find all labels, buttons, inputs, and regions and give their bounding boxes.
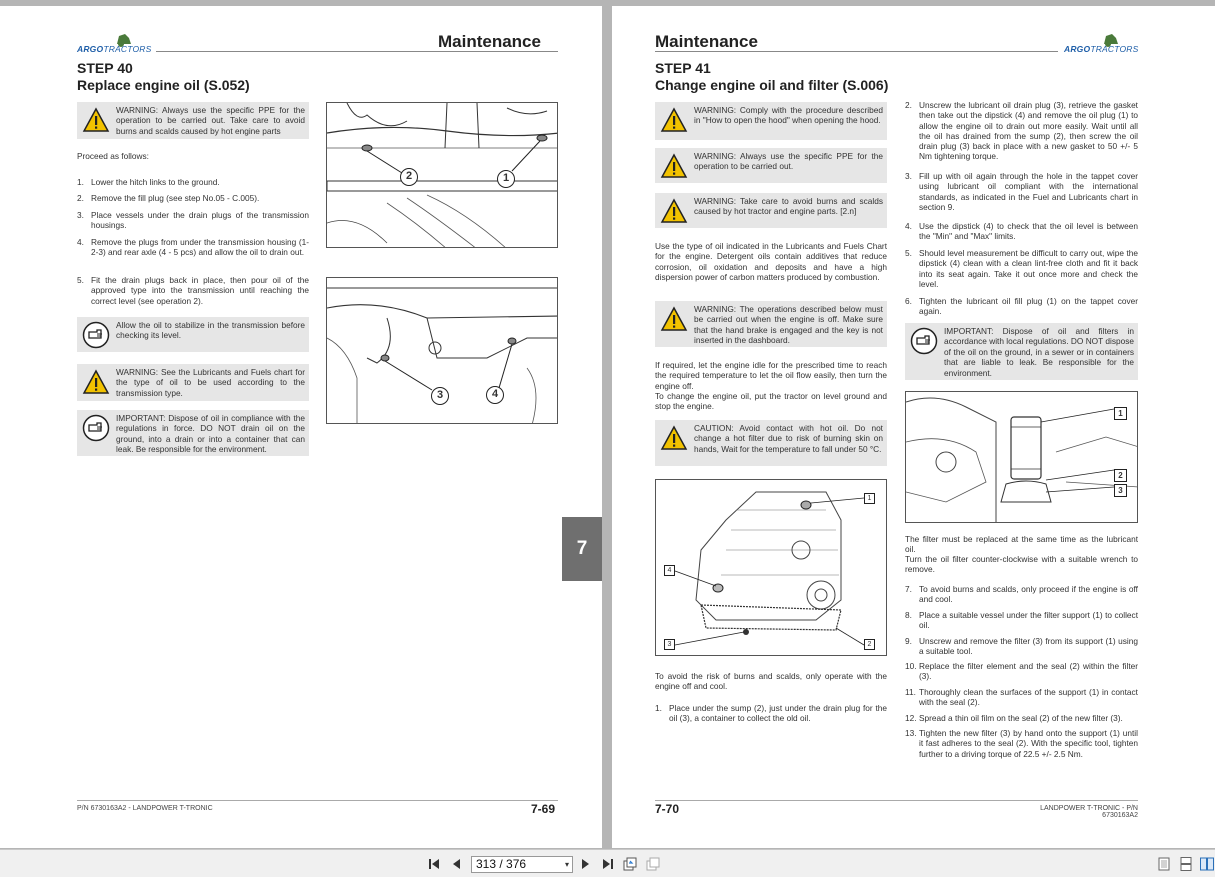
list-item-number: 6. xyxy=(905,296,912,306)
list-item-text: Replace the filter element and the seal (2) within the filter (3). xyxy=(919,661,1138,682)
list-item xyxy=(905,661,1138,682)
list-item-number: 8. xyxy=(905,610,912,620)
last-page-icon[interactable] xyxy=(601,857,615,871)
list-item xyxy=(77,275,309,306)
list-item-text: Should level measurement be difficult to carry out, wipe the dipstick (4) clean with a clean lint-free cloth and fit it back into its seat again. Take it out once more and check the level. xyxy=(919,248,1138,289)
step-number: STEP 41 xyxy=(655,60,711,76)
section-title: Maintenance xyxy=(438,32,541,51)
warning-triangle-icon xyxy=(81,105,111,135)
list-item-text: Remove the plugs from under the transmission housing (1-2-3) and rear axle (4 - 5 pcs) and allow the oil to drain out. xyxy=(91,237,309,258)
list-item-number: 10. xyxy=(905,661,917,671)
two-page-view-icon[interactable] xyxy=(1200,857,1214,871)
footer-rule xyxy=(655,800,1138,801)
important-box xyxy=(905,323,1138,380)
list-item-number: 4. xyxy=(77,237,84,247)
list-item-number: 1. xyxy=(655,703,662,713)
callout-3: 3 xyxy=(431,387,449,405)
warning-triangle-icon xyxy=(659,105,689,135)
figure-engine-drain xyxy=(655,479,887,656)
callout-2: 2 xyxy=(1114,469,1127,482)
list-item xyxy=(905,296,1138,317)
list-item-number: 2. xyxy=(905,100,912,110)
body-text: Use the type of oil indicated in the Lubricants and Fuels Chart for the engine. Detergent oils contain additives that reduce corrosion, oil oxidation and deposits and have a high dispersion power of carbon matters produced by combustion. xyxy=(655,241,887,282)
list-item-number: 5. xyxy=(905,248,912,258)
list-item-text: Tighten the lubricant oil fill plug (1) on the tappet cover again. xyxy=(919,296,1138,317)
warning-triangle-icon xyxy=(659,423,689,453)
warning-box xyxy=(655,193,887,228)
callout-2: 2 xyxy=(864,639,875,650)
warning-box xyxy=(77,102,309,139)
figure-transmission-drain-plugs-1 xyxy=(326,102,558,248)
list-item-text: Use the dipstick (4) to check that the oil level is between the "Min" and "Max" limits. xyxy=(919,221,1138,242)
list-item-number: 9. xyxy=(905,636,912,646)
hand-pointing-icon xyxy=(81,413,111,443)
list-item-text: Tighten the new filter (3) by hand onto the support (1) until it fast adheres to the seal (2). With the specific tool, tighten further to a driving torque of 22.5 +/- 2.5 Nm. xyxy=(919,728,1138,759)
warning-triangle-icon xyxy=(659,304,689,334)
list-item xyxy=(905,687,1138,708)
chevron-down-icon: ▾ xyxy=(564,860,569,869)
header-rule xyxy=(655,51,1058,52)
body-text: Turn the oil filter counter-clockwise with a suitable wrench to remove. xyxy=(905,554,1138,575)
go-forward-view-icon[interactable] xyxy=(646,857,660,871)
list-item xyxy=(905,248,1138,289)
warning-box xyxy=(655,301,887,347)
body-text: The filter must be replaced at the same time as the lubricant oil. xyxy=(905,534,1138,555)
list-item xyxy=(77,210,309,231)
callout-3: 3 xyxy=(664,639,675,650)
warning-triangle-icon xyxy=(659,151,689,181)
footer-part-number: LANDPOWER T-TRONIC - P/N 6730163A2 xyxy=(1040,805,1138,819)
list-item-text: Place under the sump (2), just under the drain plug for the oil (3), a container to collect the old oil. xyxy=(669,703,887,724)
step-title: Replace engine oil (S.052) xyxy=(77,77,250,93)
step-number: STEP 40 xyxy=(77,60,133,76)
viewer-toolbar xyxy=(0,849,1215,877)
list-item-text: Fill up with oil again through the hole in the tappet cover using lubricant oil compliant with the international standards, as indicated in the Fuel and Lubricants chart in section 9. xyxy=(919,171,1138,212)
list-item-text: Spread a thin oil film on the seal (2) of the new filter (3). xyxy=(919,713,1123,723)
list-item xyxy=(905,636,1138,657)
warning-text: WARNING: Comply with the procedure described in "How to open the hood" when opening the hood. xyxy=(694,105,883,126)
list-item-number: 11. xyxy=(905,687,916,697)
note-box xyxy=(77,317,309,352)
list-item-text: Unscrew the lubricant oil drain plug (3), retrieve the gasket then take out the dipstick (4) and remove the oil plug (1) to allow the engine oil to drain out more easily. Wait until all the oil has drained from the sump (2), then screw the oil drain plug (3) back in place with a new gasket to 50 +/- 5 Nm tightening torque. xyxy=(919,100,1138,162)
page-selector[interactable] xyxy=(471,856,573,873)
footer-part-number: P/N 6730163A2 - LANDPOWER T-TRONIC xyxy=(77,805,213,812)
figure-oil-filter xyxy=(905,391,1138,523)
callout-1: 1 xyxy=(497,170,515,188)
warning-triangle-icon xyxy=(659,196,689,226)
list-item xyxy=(77,177,309,187)
body-text: If required, let the engine idle for the prescribed time to reach the required temperature to let the oil flow easily, then turn the engine off. xyxy=(655,360,887,391)
warning-text: WARNING: See the Lubricants and Fuels chart for the type of oil to be used according to the transmission type. xyxy=(116,367,305,398)
right-page: Maintenance ARGOTRACTORS STEP 41 Change engine oil and filter (S.006) WARNING: Comply with the procedure described in "How to open the hood" when opening the hood. WARNING: Always use the specific PPE for the operation to be carried out. WARNING: Take care to avoid burns and scalds caused by hot tractor and engine parts. [2.n] Use the type of oil indicated in the Lubricants and Fuels Chart for the engine. Detergent oils contain additives that reduce corrosion, oil oxidation and deposits and have a high dispersion power of carbon matters produced by combustion. WARNING: The operations described below must be carried out when the engine is off. Make sure that the hand brake is engaged and the key is not inserted in the dashboard. If required, let the engine idle for the prescribed time to reach the required temperature to let the oil flow easily, then turn the engine off. To change the engine oil, put the tractor on level ground and stop the engine. CAUTION: Avoid contact with hot oil. Do not change a hot filter due to risk of burning skin on hands, Wait for the temperature to fall under 50 °C. 1 4 3 2 To avoid the risk of burns and scalds, only operate with the engine off and cool. 1. Place under the sump (2), just under the drain plug for the oil (3), a container to collect the old oil. 2. Unscrew the lubricant oil drain plug (3), retrieve the gasket then take out the dipstick (4) and remove the oil plug (1) to allow the engine oil to drain out more easily. Wait until all the oil has drained from the sump (2), then screw the oil drain plug (3) back in place with a new gasket to 50 +/- 5 Nm tightening torque. 3. Fill up with oil again through the hole in the tappet cover using lubricant oil compliant with the international standards, as indicated in the Fuel and Lubricants chart in section 9. 4. Use the dipstick (4) to check that the oil level is between the "Min" and "Max" limits. 5. Should level measurement be difficult to carry out, wipe the dipstick (4) clean with a clean lint-free cloth and fit it back into its seat again. Take it out once more and check the level. 6. Tighten the lubricant oil fill plug (1) on the tappet cover again. IMPORTANT: Dispose of oil and filters in accordance with local regulations. DO NOT dispose of the oil on the ground, in a sewer or in containers that are liable to leak. Be responsible for the environment. 1 2 3 The filter must be replaced at the same time as the lubricant oil. Turn the oil filter counter-clockwise with a suitable wrench to remove. 7. To avoid burns and scalds, only proceed if the engine is off and cool. 8. Place a suitable vessel under the filter support (1) to collect oil. 9. Unscrew and remove the filter (3) from its support (1) using a suitable tool. 10. Replace the filter element and the seal (2) within the filter (3). 11. Thoroughly clean the surfaces of the support (1) in contact with the seal (2). 12. Spread a thin oil film on the seal (2) of the new filter (3). 13. Tighten the new filter (3) by hand onto the support (1) until it fast adheres to the seal (2). With the specific tool, tighten further to a driving torque of 22.5 +/- 2.5 Nm. 7-70 LANDPOWER T-TRONIC - P/N 6730163A2 xyxy=(612,6,1215,848)
list-item-number: 2. xyxy=(77,193,84,203)
list-item xyxy=(655,703,887,724)
warning-text: WARNING: Take care to avoid burns and scalds caused by hot tractor and engine parts. [2.n] xyxy=(694,196,883,217)
continuous-view-icon[interactable] xyxy=(1179,857,1193,871)
left-page: ARGOTRACTORS Maintenance STEP 40 Replace engine oil (S.052) WARNING: Always use the specific PPE for the operation to be carried out. Take care to avoid burns and scalds caused by hot engine parts Proceed as follows: 1. Lower the hitch links to the ground. 2. Remove the fill plug (see step No.05 - C.005). 3. Place vessels under the drain plugs of the transmission housings. 4. Remove the plugs from under the transmission housing (1-2-3) and rear axle (4 - 5 pcs) and allow the oil to drain out. 5. Fit the drain plugs back in place, then pour oil of the approved type into the transmission until reaching the correct level (see operation 2). Allow the oil to stabilize in the transmission before checking its level. WARNING: See the Lubricants and Fuels chart for the type of oil to be used according to the transmission type. IMPORTANT: Dispose of oil in compliance with the regulations in force. DO NOT drain oil on the ground, into a drain or into a container that can leak. Be responsible for the environment. 2 1 3 4 P/N 6730163A2 - LANDPOWER T-TRONIC 7-69 xyxy=(0,6,602,848)
important-text: IMPORTANT: Dispose of oil and filters in accordance with local regulations. DO NOT dispose of the oil on the ground, in a sewer or in containers that are liable to leak. Be responsible for the environment. xyxy=(944,326,1134,378)
callout-4: 4 xyxy=(664,565,675,576)
step-title: Change engine oil and filter (S.006) xyxy=(655,77,889,93)
body-text: To change the engine oil, put the tractor on level ground and stop the engine. xyxy=(655,391,887,412)
caution-text: CAUTION: Avoid contact with hot oil. Do not change a hot filter due to risk of burning skin on hands, Wait for the temperature to fall under 50 °C. xyxy=(694,423,883,454)
list-item xyxy=(905,713,1138,723)
warning-box xyxy=(655,102,887,140)
hand-pointing-icon xyxy=(81,320,111,350)
list-item-text: To avoid burns and scalds, only proceed if the engine is off and cool. xyxy=(919,584,1138,605)
list-item-text: Lower the hitch links to the ground. xyxy=(91,177,220,187)
list-item-number: 3. xyxy=(77,210,84,220)
list-item-text: Thoroughly clean the surfaces of the support (1) in contact with the seal (2). xyxy=(919,687,1138,708)
next-page-icon[interactable] xyxy=(579,857,593,871)
body-text: To avoid the risk of burns and scalds, only operate with the engine off and cool. xyxy=(655,671,887,692)
callout-1: 1 xyxy=(1114,407,1127,420)
list-item xyxy=(905,221,1138,242)
list-item-text: Place a suitable vessel under the filter support (1) to collect oil. xyxy=(919,610,1138,631)
callout-2: 2 xyxy=(400,168,418,186)
list-item xyxy=(905,728,1138,759)
warning-text: WARNING: Always use the specific PPE for the operation to be carried out. xyxy=(694,151,883,172)
footer-rule xyxy=(77,800,558,801)
intro-text: Proceed as follows: xyxy=(77,151,149,161)
figure-transmission-drain-plugs-2 xyxy=(326,277,558,424)
callout-3: 3 xyxy=(1114,484,1127,497)
list-item-number: 7. xyxy=(905,584,912,594)
list-item xyxy=(905,610,1138,631)
page-number: 7-70 xyxy=(655,802,680,816)
caution-box xyxy=(655,420,887,466)
hand-pointing-icon xyxy=(909,326,939,356)
section-title: Maintenance xyxy=(655,32,758,51)
list-item xyxy=(77,193,309,203)
page-number: 7-69 xyxy=(531,802,556,816)
warning-text: WARNING: Always use the specific PPE for the operation to be carried out. Take care to avoid burns and scalds caused by hot engine parts xyxy=(116,105,305,136)
warning-triangle-icon xyxy=(81,367,111,397)
callout-1: 1 xyxy=(864,493,875,504)
list-item-text: Fit the drain plugs back in place, then pour oil of the approved type into the transmission until reaching the correct level (see operation 2). xyxy=(91,275,309,306)
chapter-tab: 7 xyxy=(562,517,602,581)
list-item-number: 4. xyxy=(905,221,912,231)
warning-box xyxy=(655,148,887,183)
list-item-text: Remove the fill plug (see step No.05 - C.005). xyxy=(91,193,260,203)
list-item-number: 12. xyxy=(905,713,917,723)
important-text: IMPORTANT: Dispose of oil in compliance with the regulations in force. DO NOT drain oil on the ground, into a drain or into a container that can leak. Be responsible for the environment. xyxy=(116,413,305,455)
list-item xyxy=(905,100,1138,162)
callout-4: 4 xyxy=(486,386,504,404)
list-item xyxy=(905,584,1138,605)
list-item-number: 13. xyxy=(905,728,917,738)
page-indicator: 313 / 376 xyxy=(476,857,527,871)
single-page-view-icon[interactable] xyxy=(1157,857,1171,871)
note-text: Allow the oil to stabilize in the transmission before checking its level. xyxy=(116,320,305,341)
list-item-number: 3. xyxy=(905,171,912,181)
list-item-text: Unscrew and remove the filter (3) from its support (1) using a suitable tool. xyxy=(919,636,1138,657)
list-item-text: Place vessels under the drain plugs of the transmission housings. xyxy=(91,210,309,231)
previous-page-icon[interactable] xyxy=(449,857,463,871)
first-page-icon[interactable] xyxy=(427,857,441,871)
go-back-view-icon[interactable] xyxy=(623,857,637,871)
list-item xyxy=(905,171,1138,212)
important-box xyxy=(77,410,309,456)
list-item-number: 5. xyxy=(77,275,84,285)
list-item-number: 1. xyxy=(77,177,84,187)
list-item xyxy=(77,237,309,258)
warning-text: WARNING: The operations described below must be carried out when the engine is off. Make sure that the hand brake is engaged and the key is not inserted in the dashboard. xyxy=(694,304,883,346)
warning-box xyxy=(77,364,309,401)
